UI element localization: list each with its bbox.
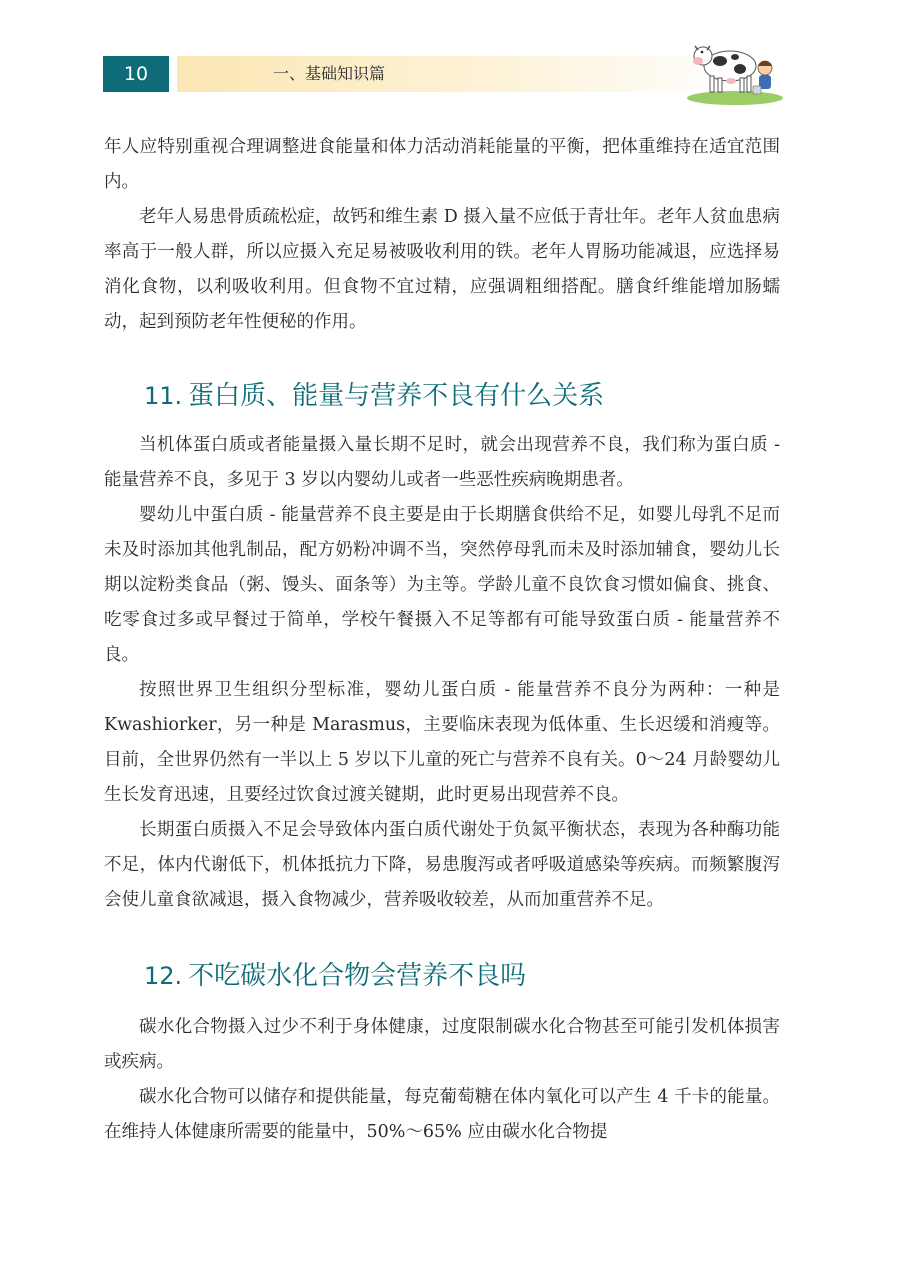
- section-heading-text: 蛋白质、能量与营养不良有什么关系: [188, 381, 605, 411]
- paragraph: 当机体蛋白质或者能量摄入量长期不足时，就会出现营养不良，我们称为蛋白质 - 能量营养不良，多见于 3 岁以内婴幼儿或者一些恶性疾病晚期患者。: [104, 435, 780, 490]
- section-heading-text: 不吃碳水化合物会营养不良吗: [188, 961, 527, 991]
- paragraph: 老年人易患骨质疏松症，故钙和维生素 D 摄入量不应低于青壮年。老年人贫血患病率高于一般人群，所以应摄入充足易被吸收利用的铁。老年人胃肠功能减退，应选择易消化食物，以利吸收利用。但食物不宜过精，应强调粗细搭配。膳食纤维能增加肠蠕动，起到预防老年性便秘的作用。: [104, 207, 780, 332]
- cow-milking-illustration-icon: [685, 36, 785, 106]
- page-header: [103, 56, 783, 92]
- paragraph: 婴幼儿中蛋白质 - 能量营养不良主要是由于长期膳食供给不足，如婴儿母乳不足而未及时添加其他乳制品，配方奶粉冲调不当，突然停母乳而未及时添加辅食，婴幼儿长期以淀粉类食品（粥、馒头、面条等）为主等。学龄儿童不良饮食习惯如偏食、挑食、吃零食过多或早餐过于简单，学校午餐摄入不足等都有可能导致蛋白质 - 能量营养不良。: [104, 505, 780, 665]
- paragraph: 年人应特别重视合理调整进食能量和体力活动消耗能量的平衡，把体重维持在适宜范围内。: [104, 137, 780, 192]
- section-title: 一、基础知识篇: [273, 64, 386, 83]
- header-bar: [177, 56, 737, 92]
- section-number: 12.: [144, 962, 183, 990]
- paragraph: 长期蛋白质摄入不足会导致体内蛋白质代谢处于负氮平衡状态，表现为各种酶功能不足，体内代谢低下，机体抵抗力下降，易患腹泻或者呼吸道感染等疾病。而频繁腹泻会使儿童食欲减退，摄入食物减少，营养吸收较差，从而加重营养不足。: [104, 820, 780, 910]
- section-number: 11.: [144, 382, 183, 410]
- section-heading-11: [144, 376, 780, 416]
- page-number: 10: [103, 56, 169, 92]
- paragraph: 碳水化合物摄入过少不利于身体健康，过度限制碳水化合物甚至可能引发机体损害或疾病。: [104, 1017, 780, 1072]
- paragraph: 按照世界卫生组织分型标准，婴幼儿蛋白质 - 能量营养不良分为两种：一种是 Kwashiorker，另一种是 Marasmus，主要临床表现为低体重、生长迟缓和消瘦等。目前，全世界仍然有一半以上 5 岁以下儿童的死亡与营养不良有关。0～24 月龄婴幼儿生长发育迅速，且要经过饮食过渡关键期，此时更易出现营养不良。: [104, 680, 780, 805]
- paragraph: 碳水化合物可以储存和提供能量，每克葡萄糖在体内氧化可以产生 4 千卡的能量。在维持人体健康所需要的能量中，50%～65% 应由碳水化合物提: [104, 1087, 780, 1142]
- page-content: [104, 130, 780, 1150]
- section-heading-12: [144, 956, 780, 996]
